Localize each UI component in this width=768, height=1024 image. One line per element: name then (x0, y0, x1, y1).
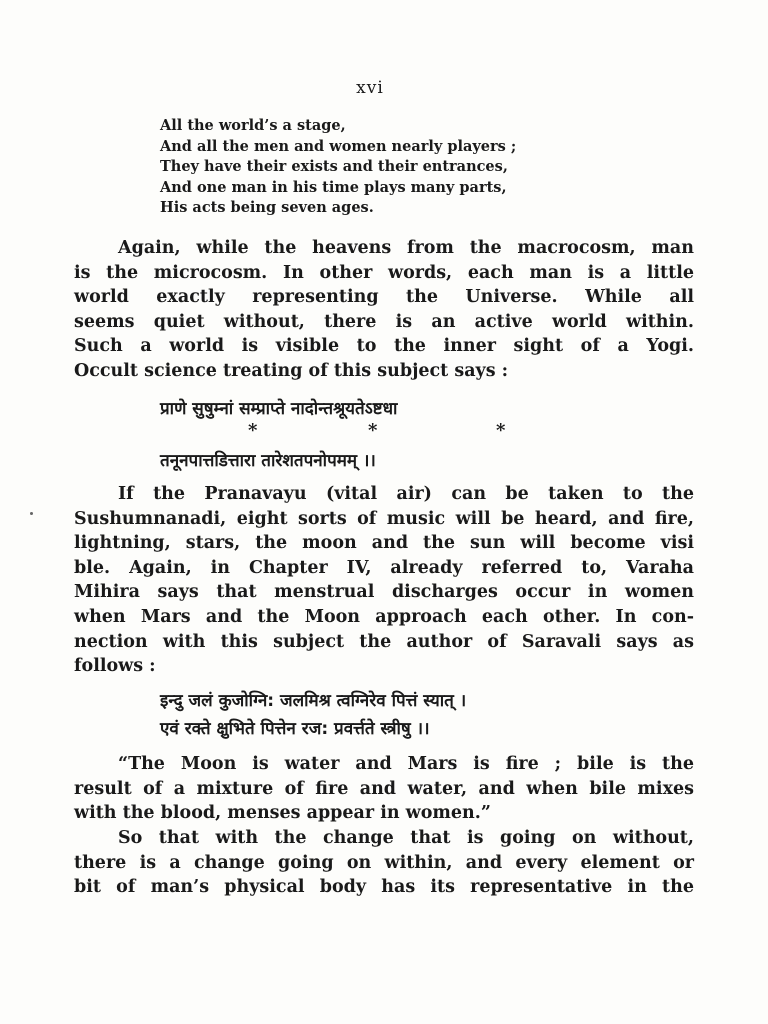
scan-speck (30, 512, 33, 515)
paragraph-line: nection with this subject the author of Saravali says as (74, 631, 694, 652)
paragraph-translation (74, 752, 694, 826)
paragraph-line: seems quiet without, there is an active world within. (74, 311, 694, 332)
star-icon: * (496, 420, 506, 441)
sanskrit-verse-line: तनूनपात्तडित्तारा तारेशतपनोपमम् ।। (160, 451, 376, 471)
verse-line: They have their exists and their entrances, (160, 158, 508, 175)
verse-line: And all the men and women nearly players ; (160, 137, 517, 155)
paragraph-change (74, 826, 694, 900)
paragraph-line: when Mars and the Moon approach each other. In con- (74, 606, 694, 627)
paragraph-line: result of a mixture of fire and water, and when bile mixes (74, 778, 694, 799)
star-icon: * (368, 420, 378, 441)
paragraph-line: is the microcosm. In other words, each man is a little (74, 262, 694, 283)
paragraph-line: there is a change going on within, and every element or (74, 852, 694, 873)
paragraph-line: If the Pranavayu (vital air) can be taken to the (118, 484, 694, 504)
paragraph-line: Sushumnanadi, eight sorts of music will be heard, and fire, (74, 508, 694, 529)
paragraph-line: “The Moon is water and Mars is fire ; bile is the (118, 754, 694, 774)
verse-quote (160, 116, 580, 219)
paragraph-line: Again, while the heavens from the macrocosm, man (118, 238, 694, 258)
star-icon: * (248, 420, 258, 441)
paragraph-macrocosm (74, 236, 694, 384)
sanskrit-verse-line: एवं रक्ते क्षुभिते पित्तेन रज: प्रवर्त्तते स्त्रीषु ।। (160, 719, 430, 739)
paragraph-line: bit of man’s physical body has its representative in the (74, 877, 694, 898)
paragraph-line: lightning, stars, the moon and the sun will become visi (74, 533, 694, 554)
paragraph-line: ble. Again, in Chapter IV, already referred to, Varaha (74, 557, 694, 578)
paragraph-line: with the blood, menses appear in women.” (74, 803, 491, 824)
verse-line: And one man in his time plays many parts, (160, 178, 507, 196)
paragraph-line: So that with the change that is going on without, (118, 828, 694, 848)
page-number: xvi (356, 78, 384, 98)
sanskrit-verse-line: इन्दु जलं कुजोग्नि: जलमिश्र त्वग्निरेव पित्तं स्यात् । (160, 691, 467, 711)
paragraph-pranavayu (74, 482, 694, 679)
paragraph-line: Such a world is visible to the inner sight of a Yogi. (74, 336, 694, 357)
paragraph-line: Mihira says that menstrual discharges occur in women (74, 582, 694, 603)
verse-line: His acts being seven ages. (160, 199, 374, 216)
paragraph-line: world exactly representing the Universe. While all (74, 287, 694, 308)
verse-line: All the world’s a stage, (160, 117, 346, 134)
paragraph-line: Occult science treating of this subject says : (74, 360, 509, 381)
paragraph-line: follows : (74, 656, 156, 677)
sanskrit-verse-line: प्राणे सुषुम्नां सम्प्राप्ते नादोन्तश्रूयतेऽष्टधा (160, 399, 398, 419)
